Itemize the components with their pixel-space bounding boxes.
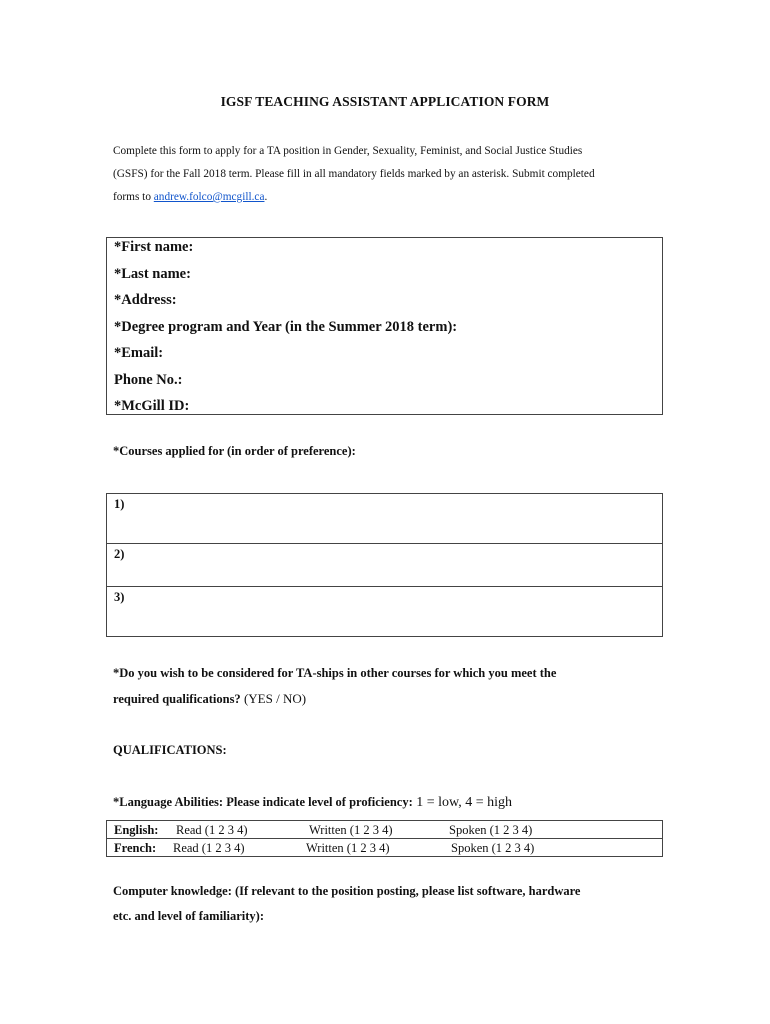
courses-label: *Courses applied for (in order of preference): xyxy=(113,444,356,458)
other-courses-line-1: *Do you wish to be considered for TA-ships in other courses for which you meet the xyxy=(113,666,557,680)
french-spoken[interactable]: Spoken (1 2 3 4) xyxy=(451,841,535,855)
phone-field[interactable]: Phone No.: xyxy=(114,372,183,388)
computer-knowledge-label xyxy=(113,879,673,929)
french-read[interactable]: Read (1 2 3 4) xyxy=(173,841,245,855)
personal-info-box xyxy=(106,237,663,415)
other-courses-question xyxy=(113,661,673,712)
english-written[interactable]: Written (1 2 3 4) xyxy=(309,823,393,837)
mcgill-id-field[interactable]: *McGill ID: xyxy=(114,398,190,414)
computer-line-1: Computer knowledge: (If relevant to the position posting, please list software, hardware xyxy=(113,884,581,898)
first-name-field[interactable]: *First name: xyxy=(114,239,194,255)
email-link[interactable]: andrew.folco@mcgill.ca xyxy=(153,191,265,203)
course-2-field[interactable]: 2) xyxy=(107,543,662,587)
intro-line-3 xyxy=(113,186,673,209)
language-name: English: xyxy=(114,823,159,837)
intro-line-2: (GSFS) for the Fall 2018 term. Please fill in all mandatory fields marked by an asterisk. Submit completed xyxy=(113,168,595,180)
french-written[interactable]: Written (1 2 3 4) xyxy=(306,841,390,855)
degree-program-field[interactable]: *Degree program and Year (in the Summer 2018 term): xyxy=(114,319,458,335)
form-title: IGSF TEACHING ASSISTANT APPLICATION FORM xyxy=(220,94,550,109)
last-name-field[interactable]: *Last name: xyxy=(114,266,191,282)
language-row-french xyxy=(107,838,662,857)
intro-paragraph xyxy=(113,140,673,209)
english-spoken[interactable]: Spoken (1 2 3 4) xyxy=(449,823,533,837)
language-abilities-label: *Language Abilities: Please indicate level of proficiency: 1 = low, 4 = high xyxy=(113,795,513,810)
other-courses-line-2: required qualifications? (YES / NO) xyxy=(113,691,307,706)
intro-prefix: forms to xyxy=(113,191,154,203)
course-1-field[interactable]: 1) xyxy=(114,497,125,511)
yes-no-options[interactable]: (YES / NO) xyxy=(240,691,307,706)
english-read[interactable]: Read (1 2 3 4) xyxy=(176,823,248,837)
language-scale: 1 = low, 4 = high xyxy=(412,795,513,810)
course-3-field[interactable]: 3) xyxy=(107,586,662,636)
email-field[interactable]: *Email: xyxy=(114,345,164,361)
language-table xyxy=(106,820,663,857)
computer-line-2: etc. and level of familiarity): xyxy=(113,909,264,923)
language-row-english xyxy=(107,821,662,839)
qualifications-heading: QUALIFICATIONS: xyxy=(113,743,227,757)
address-field[interactable]: *Address: xyxy=(114,292,177,308)
language-name: French: xyxy=(114,841,157,855)
intro-suffix: . xyxy=(264,191,268,203)
courses-box xyxy=(106,493,663,637)
intro-line-1: Complete this form to apply for a TA position in Gender, Sexuality, Feminist, and Social Justice Studies xyxy=(113,145,583,157)
